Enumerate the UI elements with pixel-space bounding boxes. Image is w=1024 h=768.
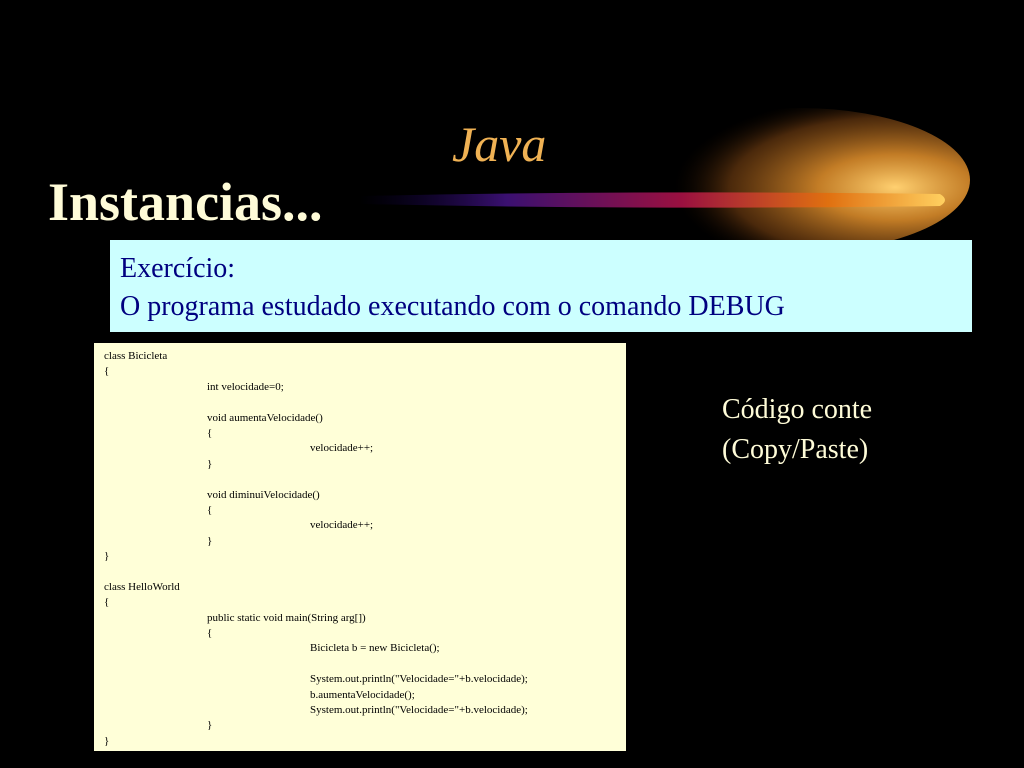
code-line: public static void main(String arg[]) bbox=[207, 611, 366, 624]
code-line: { bbox=[104, 596, 110, 609]
comet-head bbox=[630, 108, 970, 252]
code-line: System.out.println("Velocidade="+b.velocidade); bbox=[310, 703, 528, 716]
code-line bbox=[104, 564, 626, 579]
code-line: void aumentaVelocidade() bbox=[207, 411, 323, 424]
code-line bbox=[104, 657, 626, 672]
code-line: { bbox=[104, 365, 110, 378]
code-line: } bbox=[104, 734, 110, 747]
exercise-box bbox=[110, 240, 972, 332]
code-line: class Bicicleta bbox=[104, 350, 168, 362]
code-line: { bbox=[207, 426, 213, 439]
code-line: Bicicleta b = new Bicicleta(); bbox=[310, 642, 440, 655]
code-line: { bbox=[207, 627, 213, 640]
code-line bbox=[104, 472, 626, 487]
code-line: void diminuiVelocidade() bbox=[207, 488, 320, 501]
code-line: } bbox=[207, 534, 213, 547]
exercise-description: O programa estudado executando com o comando DEBUG bbox=[120, 291, 785, 322]
comet-tail bbox=[360, 192, 945, 207]
code-line: } bbox=[207, 457, 213, 470]
side-note bbox=[722, 390, 872, 470]
code-line: class HelloWorld bbox=[104, 580, 180, 593]
code-line bbox=[104, 395, 626, 410]
code-line: velocidade++; bbox=[310, 519, 374, 532]
code-box bbox=[94, 343, 626, 751]
code-line: } bbox=[104, 550, 110, 563]
code-line: } bbox=[207, 719, 213, 732]
code-line: b.aumentaVelocidade(); bbox=[310, 688, 415, 701]
code-line: velocidade++; bbox=[310, 442, 374, 455]
code-line: int velocidade=0; bbox=[207, 380, 284, 393]
code-line: System.out.println("Velocidade="+b.velocidade); bbox=[310, 673, 528, 686]
slide-title: Instancias... bbox=[48, 172, 323, 232]
code-line: { bbox=[207, 503, 213, 516]
slide-subtitle: Java bbox=[452, 116, 547, 172]
side-note-line2: (Copy/Paste) bbox=[722, 434, 869, 465]
side-note-line1: Código conte bbox=[722, 394, 873, 425]
exercise-label: Exercício: bbox=[120, 253, 236, 284]
